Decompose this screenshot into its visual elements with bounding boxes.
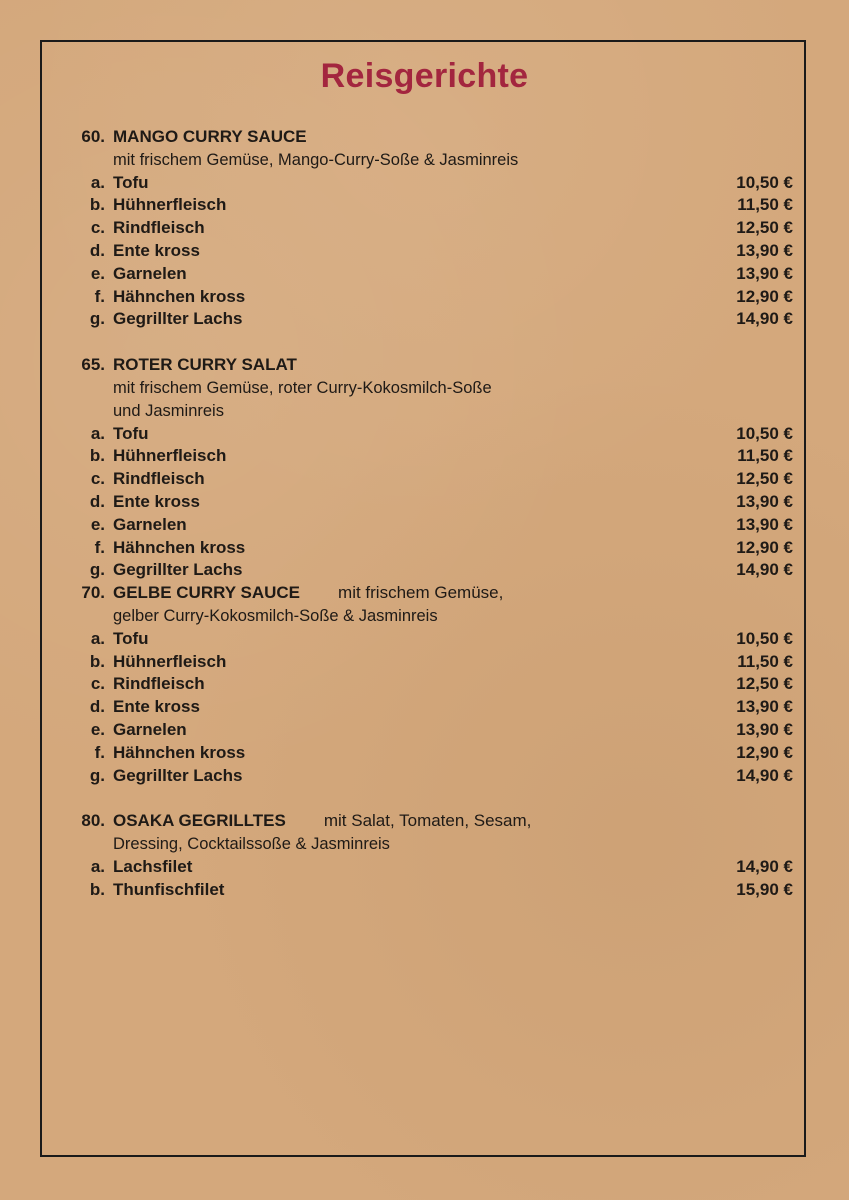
item-name: Rindfleisch: [113, 469, 205, 489]
section-number: 70.: [81, 583, 105, 603]
menu-item: [0, 651, 849, 674]
item-letter: e.: [90, 719, 105, 739]
section-number: 65.: [81, 355, 105, 375]
menu-item: [0, 856, 849, 879]
item-name: Hähnchen kross: [113, 286, 246, 306]
item-price: 12,50 €: [736, 218, 793, 238]
menu-section: [0, 354, 849, 582]
item-letter: e.: [90, 514, 105, 534]
item-name: Rindfleisch: [113, 218, 205, 238]
item-letter: b.: [89, 446, 105, 466]
item-price: 12,50 €: [736, 674, 793, 694]
menu-section: [0, 126, 849, 331]
menu-item: [0, 628, 849, 651]
item-price: 13,90 €: [736, 719, 793, 739]
item-letter: a.: [90, 628, 105, 648]
item-price: 14,90 €: [736, 856, 793, 876]
section-header: [0, 126, 849, 149]
menu-item: [0, 445, 849, 468]
item-price: 14,90 €: [736, 309, 793, 329]
item-name: Tofu: [113, 423, 149, 443]
item-price: 10,50 €: [736, 628, 793, 648]
item-price: 15,90 €: [736, 879, 793, 899]
item-name: Rindfleisch: [113, 674, 205, 694]
item-name: Gegrillter Lachs: [113, 309, 243, 329]
section-header: [0, 810, 849, 833]
menu-item: [0, 559, 849, 582]
menu-item: [0, 537, 849, 560]
item-name: Gegrillter Lachs: [113, 765, 243, 785]
item-letter: a.: [90, 172, 105, 192]
menu-item: [0, 673, 849, 696]
item-name: Garnelen: [113, 514, 187, 534]
item-letter: b.: [89, 651, 105, 671]
section-number: 80.: [81, 811, 105, 831]
menu-item: [0, 194, 849, 217]
item-name: Tofu: [113, 628, 149, 648]
item-price: 10,50 €: [736, 172, 793, 192]
item-letter: c.: [90, 469, 105, 489]
section-inline-description: mit Salat, Tomaten, Sesam,: [323, 811, 532, 831]
item-name: Thunfischfilet: [113, 879, 225, 899]
item-letter: f.: [94, 537, 105, 557]
menu-item: [0, 217, 849, 240]
section-header: [0, 354, 849, 377]
menu-item: [0, 879, 849, 902]
item-price: 11,50 €: [737, 651, 793, 671]
item-name: Gegrillter Lachs: [113, 560, 243, 580]
item-price: 12,90 €: [736, 537, 793, 557]
section-name: [113, 810, 531, 833]
item-letter: f.: [94, 742, 105, 762]
item-price: 13,90 €: [736, 491, 793, 511]
section-header: [0, 582, 849, 605]
item-name: Tofu: [113, 172, 149, 192]
section-name-text: GELBE CURRY SAUCE: [113, 583, 301, 603]
menu-section: [0, 582, 849, 787]
section-description-line: [0, 605, 849, 628]
item-name: Hühnerfleisch: [113, 651, 227, 671]
menu-item: [0, 719, 849, 742]
item-letter: a.: [90, 423, 105, 443]
menu-item: [0, 172, 849, 195]
item-letter: e.: [90, 263, 105, 283]
item-price: 13,90 €: [736, 514, 793, 534]
menu-item: [0, 263, 849, 286]
menu-list: [0, 126, 849, 902]
item-letter: g.: [89, 765, 105, 785]
item-name: Ente kross: [113, 491, 200, 511]
menu-section: [0, 810, 849, 901]
section-name: [113, 582, 503, 605]
menu-item: [0, 514, 849, 537]
item-name: Ente kross: [113, 240, 200, 260]
menu-item: [0, 491, 849, 514]
item-price: 11,50 €: [737, 195, 793, 215]
section-description-line: [0, 377, 849, 400]
section-name-text: OSAKA GEGRILLTES: [113, 811, 286, 831]
menu-item: [0, 423, 849, 446]
item-name: Lachsfilet: [113, 856, 193, 876]
item-letter: f.: [94, 286, 105, 306]
section-name: [113, 126, 307, 149]
menu-item: [0, 696, 849, 719]
item-letter: d.: [89, 697, 105, 717]
item-price: 14,90 €: [736, 765, 793, 785]
section-description: mit frischem Gemüse, Mango-Curry-Soße & Jasminreis: [113, 150, 519, 169]
section-number: 60.: [81, 127, 105, 146]
section-description-line: [0, 833, 849, 856]
item-letter: b.: [89, 195, 105, 215]
item-name: Hühnerfleisch: [113, 195, 227, 215]
menu-item: [0, 286, 849, 309]
item-price: 11,50 €: [737, 446, 793, 466]
item-price: 10,50 €: [736, 423, 793, 443]
item-name: Hähnchen kross: [113, 537, 246, 557]
menu-item: [0, 308, 849, 331]
menu-item: [0, 468, 849, 491]
item-name: Hühnerfleisch: [113, 446, 227, 466]
item-letter: c.: [90, 674, 105, 694]
item-letter: d.: [89, 240, 105, 260]
item-letter: b.: [89, 879, 105, 899]
section-description: mit frischem Gemüse, roter Curry-Kokosmilch-Soße: [113, 378, 492, 397]
item-letter: g.: [89, 560, 105, 580]
item-letter: d.: [89, 491, 105, 511]
section-description: gelber Curry-Kokosmilch-Soße & Jasminreis: [113, 606, 438, 625]
item-price: 12,90 €: [736, 742, 793, 762]
section-description-line: [0, 400, 849, 423]
section-description: und Jasminreis: [113, 401, 224, 420]
item-price: 12,50 €: [736, 469, 793, 489]
item-price: 13,90 €: [736, 263, 793, 283]
item-name: Ente kross: [113, 697, 200, 717]
menu-item: [0, 765, 849, 788]
menu-item: [0, 240, 849, 263]
item-price: 13,90 €: [736, 697, 793, 717]
section-inline-description: mit frischem Gemüse,: [338, 583, 504, 603]
item-price: 13,90 €: [736, 240, 793, 260]
section-description-line: [0, 149, 849, 172]
item-letter: c.: [90, 218, 105, 238]
menu-item: [0, 742, 849, 765]
section-description: Dressing, Cocktailssoße & Jasminreis: [113, 835, 390, 854]
page-title: Reisgerichte: [320, 57, 529, 95]
section-name-text: MANGO CURRY SAUCE: [113, 127, 307, 146]
item-price: 14,90 €: [736, 560, 793, 580]
item-price: 12,90 €: [736, 286, 793, 306]
section-name: [113, 354, 297, 377]
item-name: Garnelen: [113, 719, 187, 739]
item-letter: g.: [89, 309, 105, 329]
item-name: Garnelen: [113, 263, 187, 283]
item-letter: a.: [90, 856, 105, 876]
item-name: Hähnchen kross: [113, 742, 246, 762]
section-name-text: ROTER CURRY SALAT: [113, 355, 297, 375]
